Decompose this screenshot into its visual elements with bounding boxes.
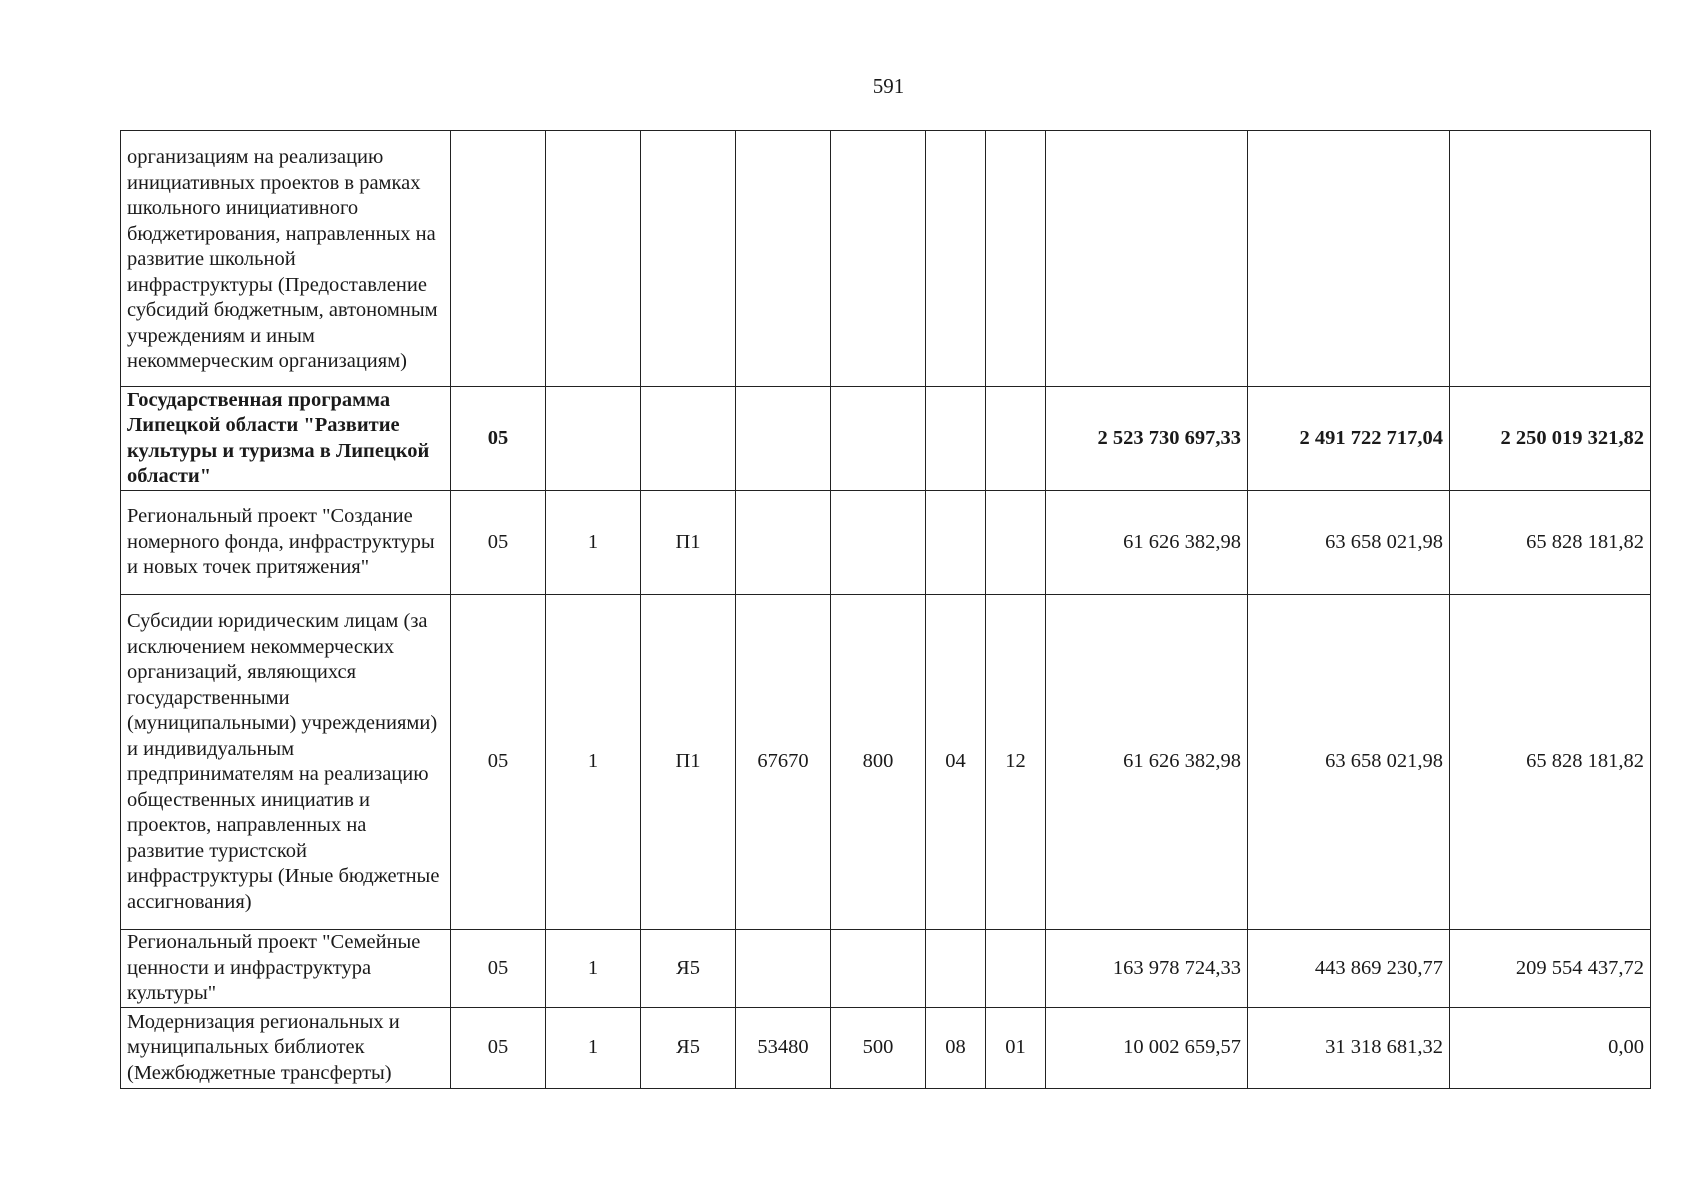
cell-amount-year2: 63 658 021,98 <box>1248 595 1450 930</box>
row-name: Государственная программа Липецкой области "Развитие культуры и туризма в Липецкой области" <box>121 387 451 491</box>
cell-expense-type: 500 <box>831 1008 926 1089</box>
page-number: 591 <box>872 74 905 98</box>
cell-direction-code <box>736 131 831 387</box>
cell-amount-year1: 2 523 730 697,33 <box>1046 387 1248 491</box>
cell-amount-year2: 63 658 021,98 <box>1248 491 1450 595</box>
cell-direction-code <box>736 387 831 491</box>
cell-subprogram-code: 1 <box>546 491 641 595</box>
cell-amount-year2: 31 318 681,32 <box>1248 1008 1450 1089</box>
cell-measure-code: Я5 <box>641 930 736 1008</box>
cell-subprogram-code: 1 <box>546 930 641 1008</box>
cell-expense-type <box>831 491 926 595</box>
cell-subsection <box>986 131 1046 387</box>
cell-direction-code: 53480 <box>736 1008 831 1089</box>
cell-program-code: 05 <box>451 595 546 930</box>
cell-subprogram-code: 1 <box>546 595 641 930</box>
cell-subprogram-code <box>546 131 641 387</box>
table-row <box>121 930 1651 1008</box>
cell-program-code <box>451 131 546 387</box>
cell-amount-year2: 2 491 722 717,04 <box>1248 387 1450 491</box>
cell-measure-code: П1 <box>641 595 736 930</box>
cell-amount-year3: 2 250 019 321,82 <box>1450 387 1651 491</box>
cell-subprogram-code <box>546 387 641 491</box>
cell-amount-year3 <box>1450 131 1651 387</box>
cell-subsection <box>986 387 1046 491</box>
cell-section: 08 <box>926 1008 986 1089</box>
cell-amount-year1 <box>1046 131 1248 387</box>
cell-measure-code <box>641 131 736 387</box>
table-row <box>121 1008 1651 1089</box>
table-row <box>121 595 1651 930</box>
cell-amount-year2 <box>1248 131 1450 387</box>
cell-amount-year3: 209 554 437,72 <box>1450 930 1651 1008</box>
cell-section: 04 <box>926 595 986 930</box>
cell-amount-year1: 10 002 659,57 <box>1046 1008 1248 1089</box>
cell-subsection <box>986 930 1046 1008</box>
cell-measure-code <box>641 387 736 491</box>
cell-subsection: 12 <box>986 595 1046 930</box>
cell-section <box>926 930 986 1008</box>
cell-section <box>926 491 986 595</box>
cell-program-code: 05 <box>451 1008 546 1089</box>
row-name: Региональный проект "Семейные ценности и инфраструктура культуры" <box>121 930 451 1008</box>
cell-section <box>926 131 986 387</box>
cell-expense-type: 800 <box>831 595 926 930</box>
cell-program-code: 05 <box>451 930 546 1008</box>
cell-subsection <box>986 491 1046 595</box>
cell-measure-code: П1 <box>641 491 736 595</box>
cell-amount-year1: 61 626 382,98 <box>1046 491 1248 595</box>
cell-direction-code <box>736 930 831 1008</box>
row-name: Модернизация региональных и муниципальных библиотек (Межбюджетные трансферты) <box>121 1008 451 1089</box>
cell-expense-type <box>831 131 926 387</box>
cell-measure-code: Я5 <box>641 1008 736 1089</box>
cell-expense-type <box>831 930 926 1008</box>
cell-amount-year3: 65 828 181,82 <box>1450 595 1651 930</box>
cell-amount-year3: 0,00 <box>1450 1008 1651 1089</box>
cell-amount-year2: 443 869 230,77 <box>1248 930 1450 1008</box>
cell-amount-year1: 163 978 724,33 <box>1046 930 1248 1008</box>
cell-section <box>926 387 986 491</box>
cell-amount-year3: 65 828 181,82 <box>1450 491 1651 595</box>
cell-expense-type <box>831 387 926 491</box>
cell-direction-code: 67670 <box>736 595 831 930</box>
budget-table <box>120 130 1651 1089</box>
cell-subsection: 01 <box>986 1008 1046 1089</box>
table-row <box>121 131 1651 387</box>
table-row <box>121 491 1651 595</box>
cell-direction-code <box>736 491 831 595</box>
row-name: Региональный проект "Создание номерного фонда, инфраструктуры и новых точек притяжения" <box>121 491 451 595</box>
row-name: организациям на реализацию инициативных проектов в рамках школьного инициативного бюджетирования, направленных на развитие школьной инфраструктуры (Предоставление субсидий бюджетным, автономным учреждениям и иным некоммерческим организациям) <box>121 131 451 387</box>
cell-program-code: 05 <box>451 387 546 491</box>
row-name: Субсидии юридическим лицам (за исключением некоммерческих организаций, являющихся государственными (муниципальными) учреждениями) и индивидуальным предпринимателям на реализацию общественных инициатив и проектов, направленных на развитие туристской инфраструктуры (Иные бюджетные ассигнования) <box>121 595 451 930</box>
table-row <box>121 387 1651 491</box>
cell-program-code: 05 <box>451 491 546 595</box>
cell-amount-year1: 61 626 382,98 <box>1046 595 1248 930</box>
cell-subprogram-code: 1 <box>546 1008 641 1089</box>
